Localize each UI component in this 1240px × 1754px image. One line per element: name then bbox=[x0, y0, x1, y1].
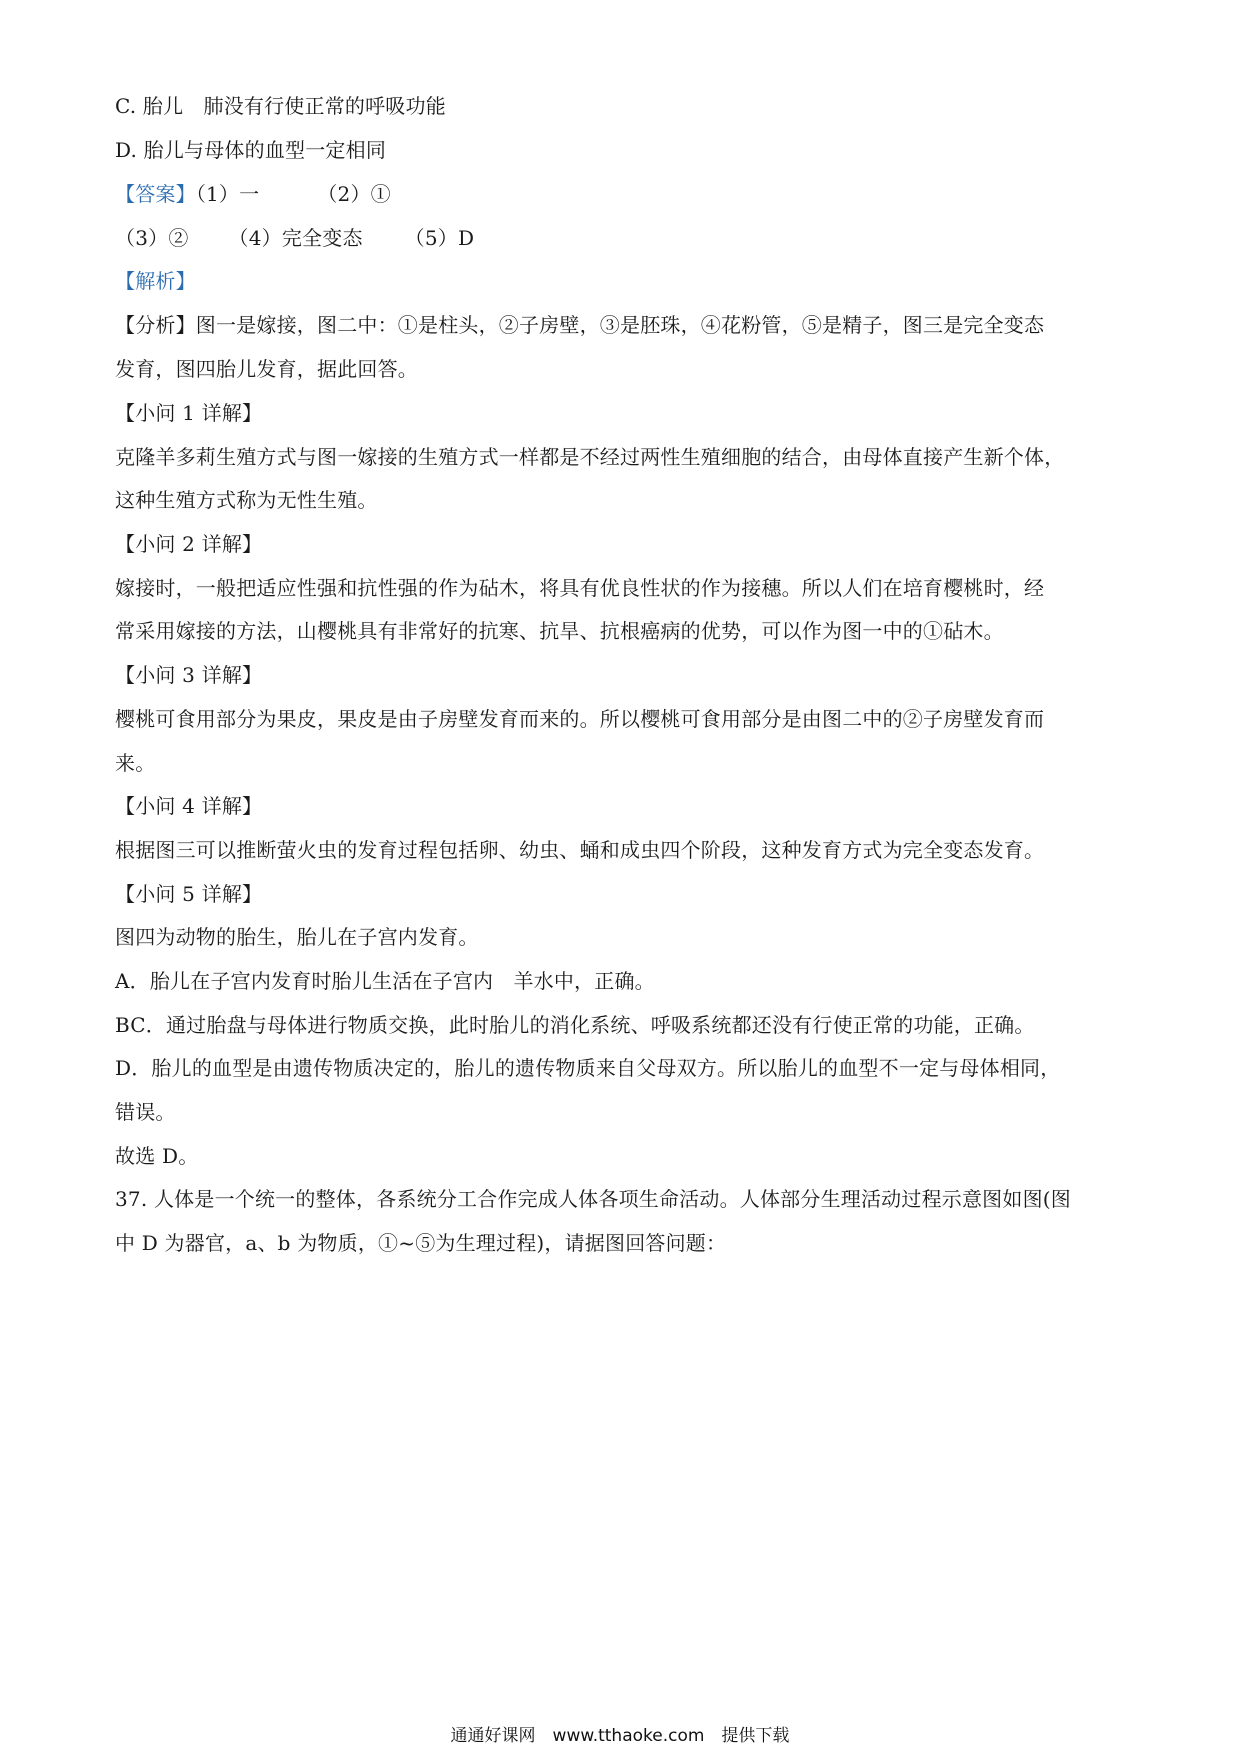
subquestion-2-text-1: 嫁接时，一般把适应性强和抗性强的作为砧木，将具有优良性状的作为接穗。所以人们在培育樱桃时，经 bbox=[115, 576, 1045, 600]
subquestion-5-text-1: 图四为动物的胎生，胎儿在子宫内发育。 bbox=[115, 925, 479, 949]
subquestion-5-option-a: A．胎儿在子宫内发育时胎儿生活在子宫内 羊水中，正确。 bbox=[115, 969, 655, 993]
subquestion-1-heading: 【小问 1 详解】 bbox=[115, 401, 263, 425]
question-37-text-1: 37. 人体是一个统一的整体，各系统分工合作完成人体各项生命活动。人体部分生理活动过程示意图如图(图 bbox=[115, 1187, 1071, 1211]
option-d: D. 胎儿与母体的血型一定相同 bbox=[115, 138, 387, 162]
subquestion-5-option-d-1: D．胎儿的血型是由遗传物质决定的，胎儿的遗传物质来自父母双方。所以胎儿的血型不一定与母体相同， bbox=[115, 1056, 1061, 1080]
answer-part-3: （3）② bbox=[115, 226, 189, 250]
answer-line-2 bbox=[115, 225, 1130, 251]
subquestion-3-text-2: 来。 bbox=[115, 751, 156, 775]
option-c: C. 胎儿 肺没有行使正常的呼吸功能 bbox=[115, 94, 446, 118]
subquestion-1-text-2: 这种生殖方式称为无性生殖。 bbox=[115, 488, 378, 512]
subquestion-5-option-bc: BC．通过胎盘与母体进行物质交换，此时胎儿的消化系统、呼吸系统都还没有行使正常的功能，正确。 bbox=[115, 1013, 1035, 1037]
answer-part-2: （2）① bbox=[317, 182, 391, 206]
answer-part-4: （4）完全变态 bbox=[228, 226, 363, 250]
answer-part-1: （1）一 bbox=[195, 182, 260, 206]
answer-label: 【答案】 bbox=[115, 182, 196, 206]
question-37-text-2: 中 D 为器官，a、b 为物质，①~⑤为生理过程)，请据图回答问题： bbox=[115, 1231, 727, 1255]
analysis-text-2: 发育，图四胎儿发育，据此回答。 bbox=[115, 357, 418, 381]
final-choice: 故选 D。 bbox=[115, 1144, 199, 1168]
subquestion-4-text: 根据图三可以推断萤火虫的发育过程包括卵、幼虫、蛹和成虫四个阶段，这种发育方式为完全变态发育。 bbox=[115, 838, 1045, 862]
subquestion-3-text-1: 樱桃可食用部分为果皮，果皮是由子房壁发育而来的。所以樱桃可食用部分是由图二中的②子房壁发育而 bbox=[115, 707, 1045, 731]
analysis-label: 【解析】 bbox=[115, 269, 196, 293]
subquestion-1-text-1: 克隆羊多莉生殖方式与图一嫁接的生殖方式一样都是不经过两性生殖细胞的结合，由母体直接产生新个体， bbox=[115, 445, 1065, 469]
page-footer: 通通好课网 www.tthaoke.com 提供下载 bbox=[450, 1726, 790, 1746]
answer-line-1 bbox=[115, 181, 1130, 207]
subquestion-2-text-2: 常采用嫁接的方法，山樱桃具有非常好的抗寒、抗旱、抗根癌病的优势，可以作为图一中的①砧木。 bbox=[115, 619, 1004, 643]
analysis-text-1: 【分析】图一是嫁接，图二中：①是柱头，②子房壁，③是胚珠，④花粉管，⑤是精子，图三是完全变态 bbox=[115, 313, 1045, 337]
subquestion-5-heading: 【小问 5 详解】 bbox=[115, 882, 263, 906]
subquestion-3-heading: 【小问 3 详解】 bbox=[115, 663, 263, 687]
subquestion-4-heading: 【小问 4 详解】 bbox=[115, 794, 263, 818]
subquestion-5-option-d-2: 错误。 bbox=[115, 1100, 176, 1124]
answer-part-5: （5）D bbox=[404, 226, 475, 250]
subquestion-2-heading: 【小问 2 详解】 bbox=[115, 532, 263, 556]
